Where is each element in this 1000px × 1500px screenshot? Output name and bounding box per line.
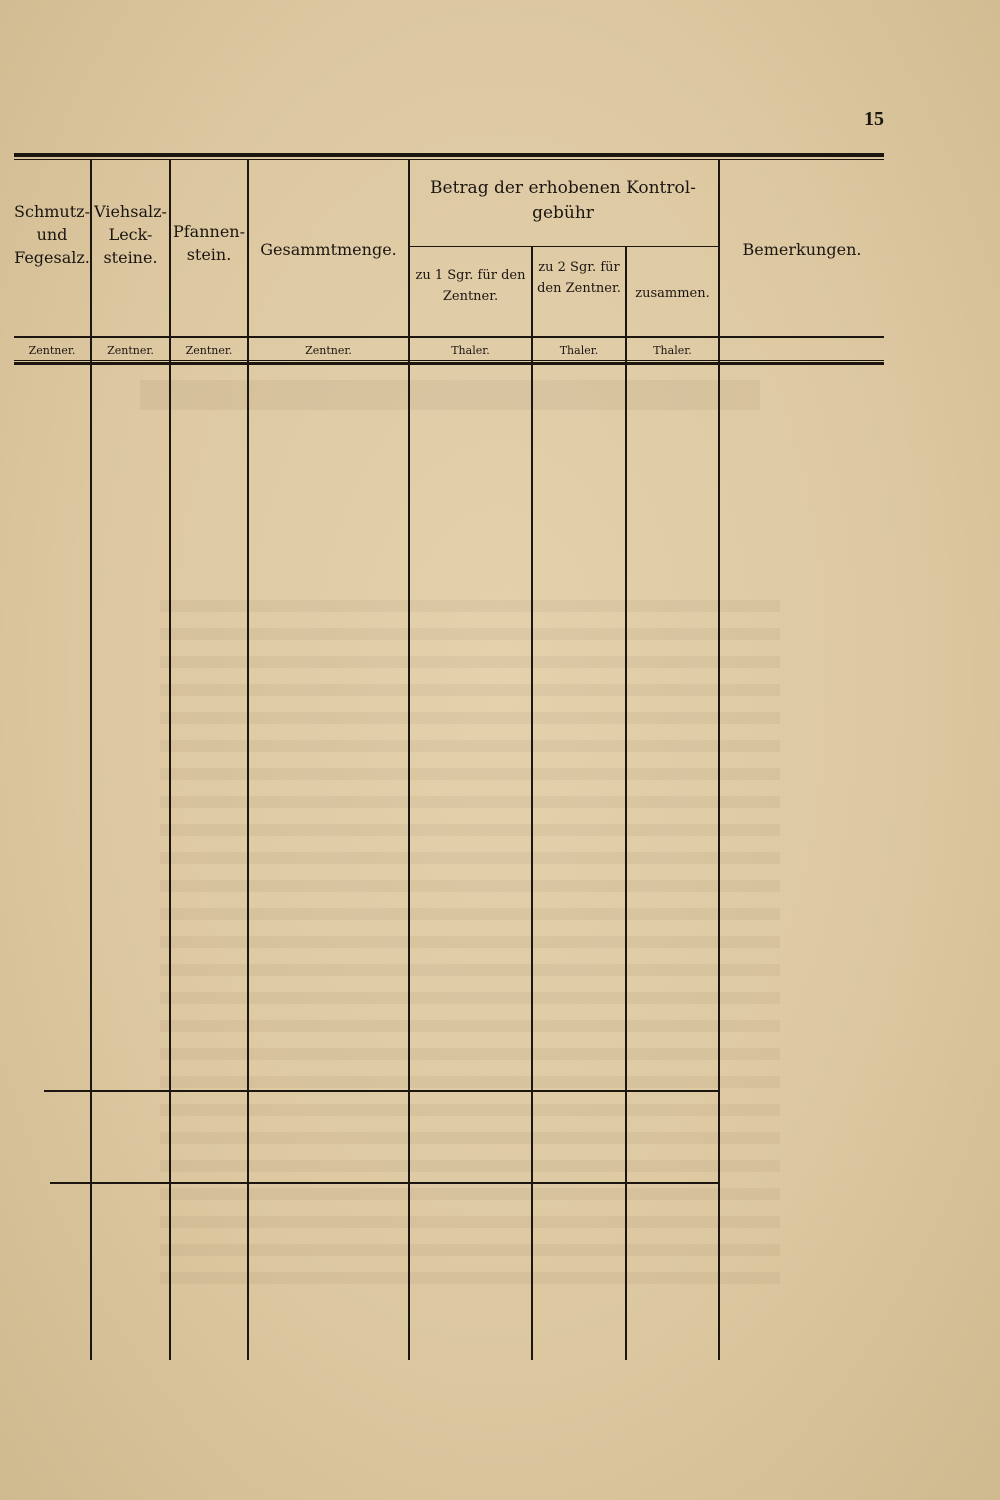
header-zusammen: zusammen. <box>635 286 710 301</box>
unit-col7: Thaler. <box>653 344 692 357</box>
units-bottom-rule-thin <box>14 360 884 361</box>
col-divider-1 <box>90 160 92 1360</box>
bleed-through-shadow-2 <box>160 600 780 1300</box>
col-divider-3 <box>247 160 249 1360</box>
header-schmutz-fegesalz: Schmutz- und Fegesalz. <box>14 202 90 268</box>
header-gesammtmenge: Gesammtmenge. <box>260 240 397 259</box>
header-bemerkungen: Bemerkungen. <box>742 240 862 259</box>
col-divider-5 <box>531 247 533 1360</box>
page-number: 15 <box>864 108 884 130</box>
header-bottom-rule <box>14 336 884 338</box>
col-divider-2 <box>169 160 171 1360</box>
header-kontrolgebuehr: Betrag der erhobenen Kontrol- gebühr <box>430 178 696 223</box>
body-rule-1 <box>44 1090 718 1092</box>
unit-col4: Zentner. <box>305 344 352 357</box>
header-zu-1-sgr: zu 1 Sgr. für den Zentner. <box>415 268 526 304</box>
top-rule-thick <box>14 153 884 157</box>
col-divider-6 <box>625 247 627 1360</box>
col-divider-7 <box>718 160 720 1360</box>
col-divider-4 <box>408 160 410 1360</box>
header-viehsalz-lecksteine: Viehsalz- Leck- steine. <box>94 202 167 268</box>
header-pfannenstein: Pfannen- stein. <box>172 222 245 265</box>
unit-col3: Zentner. <box>185 344 233 357</box>
unit-col1: Zentner. <box>28 344 76 357</box>
unit-col5: Thaler. <box>451 344 490 357</box>
units-bottom-rule-thick <box>14 362 884 365</box>
unit-col2: Zentner. <box>107 344 154 357</box>
header-zu-2-sgr: zu 2 Sgr. für den Zentner. <box>537 260 621 296</box>
body-rule-2 <box>50 1182 718 1184</box>
top-rule-thin <box>14 159 884 160</box>
bleed-through-shadow <box>140 380 760 410</box>
group-subrule <box>408 246 718 247</box>
unit-col6: Thaler. <box>559 344 599 357</box>
